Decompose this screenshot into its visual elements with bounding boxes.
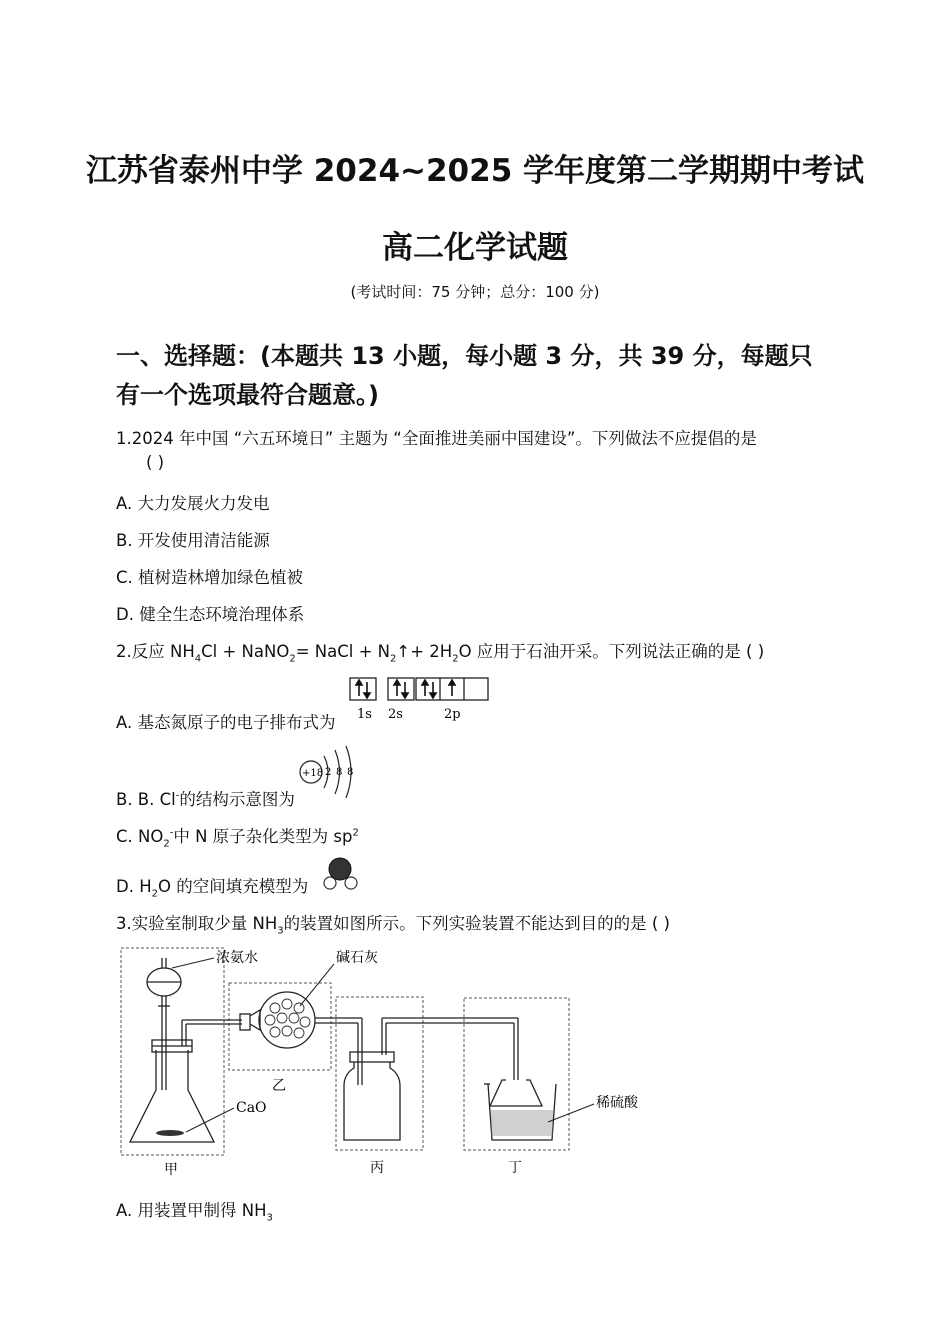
gas-bottle-bing [344, 1018, 432, 1140]
soda-lime-granules [265, 999, 310, 1038]
q1-stem-line2: ( ) [146, 453, 165, 472]
cl-ion-structure-diagram [298, 742, 362, 802]
q3-stem: 3.实验室制取少量 $NH_3$的装置如图所示。下列实验装置不能达到目的的是 ( ) [116, 914, 670, 937]
q1-option-a: A. 大力发展火力发电 [116, 494, 270, 513]
exam-info: (考试时间：75 分钟；总分：100 分) [350, 283, 600, 301]
cao-solid [156, 1130, 184, 1136]
ammonia-apparatus-diagram [112, 940, 652, 1182]
q2-option-c: C. $NO_2^-$中 N 原子杂化类型为 $sp^2$ [116, 827, 359, 850]
orbital-label-2p: 2p [444, 707, 461, 722]
label-dilute-acid: 稀硫酸 [596, 1095, 638, 1111]
q3-option-a: A. 用装置甲制得 $NH_3$ [116, 1201, 273, 1224]
exam-subject-title: 高二化学试题 [382, 230, 568, 266]
orbital-label-1s: 1s [357, 707, 372, 722]
label-ding: 丁 [508, 1160, 522, 1176]
q1-option-d: D. 健全生态环境治理体系 [116, 605, 305, 624]
q1-option-c: C. 植树造林增加绿色植被 [116, 568, 304, 587]
exam-title: 江苏省泰州中学 2024~2025 学年度第二学期期中考试 [85, 153, 865, 189]
label-yi: 乙 [272, 1078, 286, 1094]
svg-text:2: 2 [325, 767, 332, 778]
water-space-filling-model-icon [318, 855, 362, 891]
svg-text:8: 8 [336, 767, 343, 778]
label-jia: 甲 [164, 1162, 178, 1178]
svg-text:+18: +18 [302, 768, 324, 779]
svg-text:8: 8 [347, 767, 354, 778]
label-ammonia-water: 浓氨水 [216, 950, 258, 966]
orbital-diagram [346, 676, 496, 724]
section-heading-line2: 有一个选项最符合题意。) [116, 381, 379, 409]
label-soda-lime: 碱石灰 [336, 950, 378, 966]
q1-option-b: B. 开发使用清洁能源 [116, 531, 270, 550]
q2-option-d: D. $H_2O$ 的空间填充模型为 [116, 877, 309, 900]
q2-option-a: A. 基态氮原子的电子排布式为 [116, 713, 336, 732]
q1-stem-line1: 1.2024 年中国 “六五环境日” 主题为 “全面推进美丽中国建设”。下列做法不应提倡的是 [116, 429, 757, 448]
flask-jia [130, 958, 242, 1142]
label-bing: 丙 [370, 1160, 384, 1176]
q2-stem: 2.反应 $NH_4Cl$ + NaNO$_2$= NaCl + $N_2↑+ 2H_2O$ 应用于石油开采。下列说法正确的是 ( ) [116, 642, 765, 665]
dilute-acid-liquid [491, 1110, 553, 1136]
section-heading-line1: 一、选择题：(本题共 13 小题，每小题 3 分，共 39 分，每题只 [116, 342, 813, 370]
q2-option-b: B. B. Cl-的结构示意图为 [116, 790, 295, 809]
label-cao: CaO [236, 1100, 267, 1116]
orbital-label-2s: 2s [388, 707, 403, 722]
